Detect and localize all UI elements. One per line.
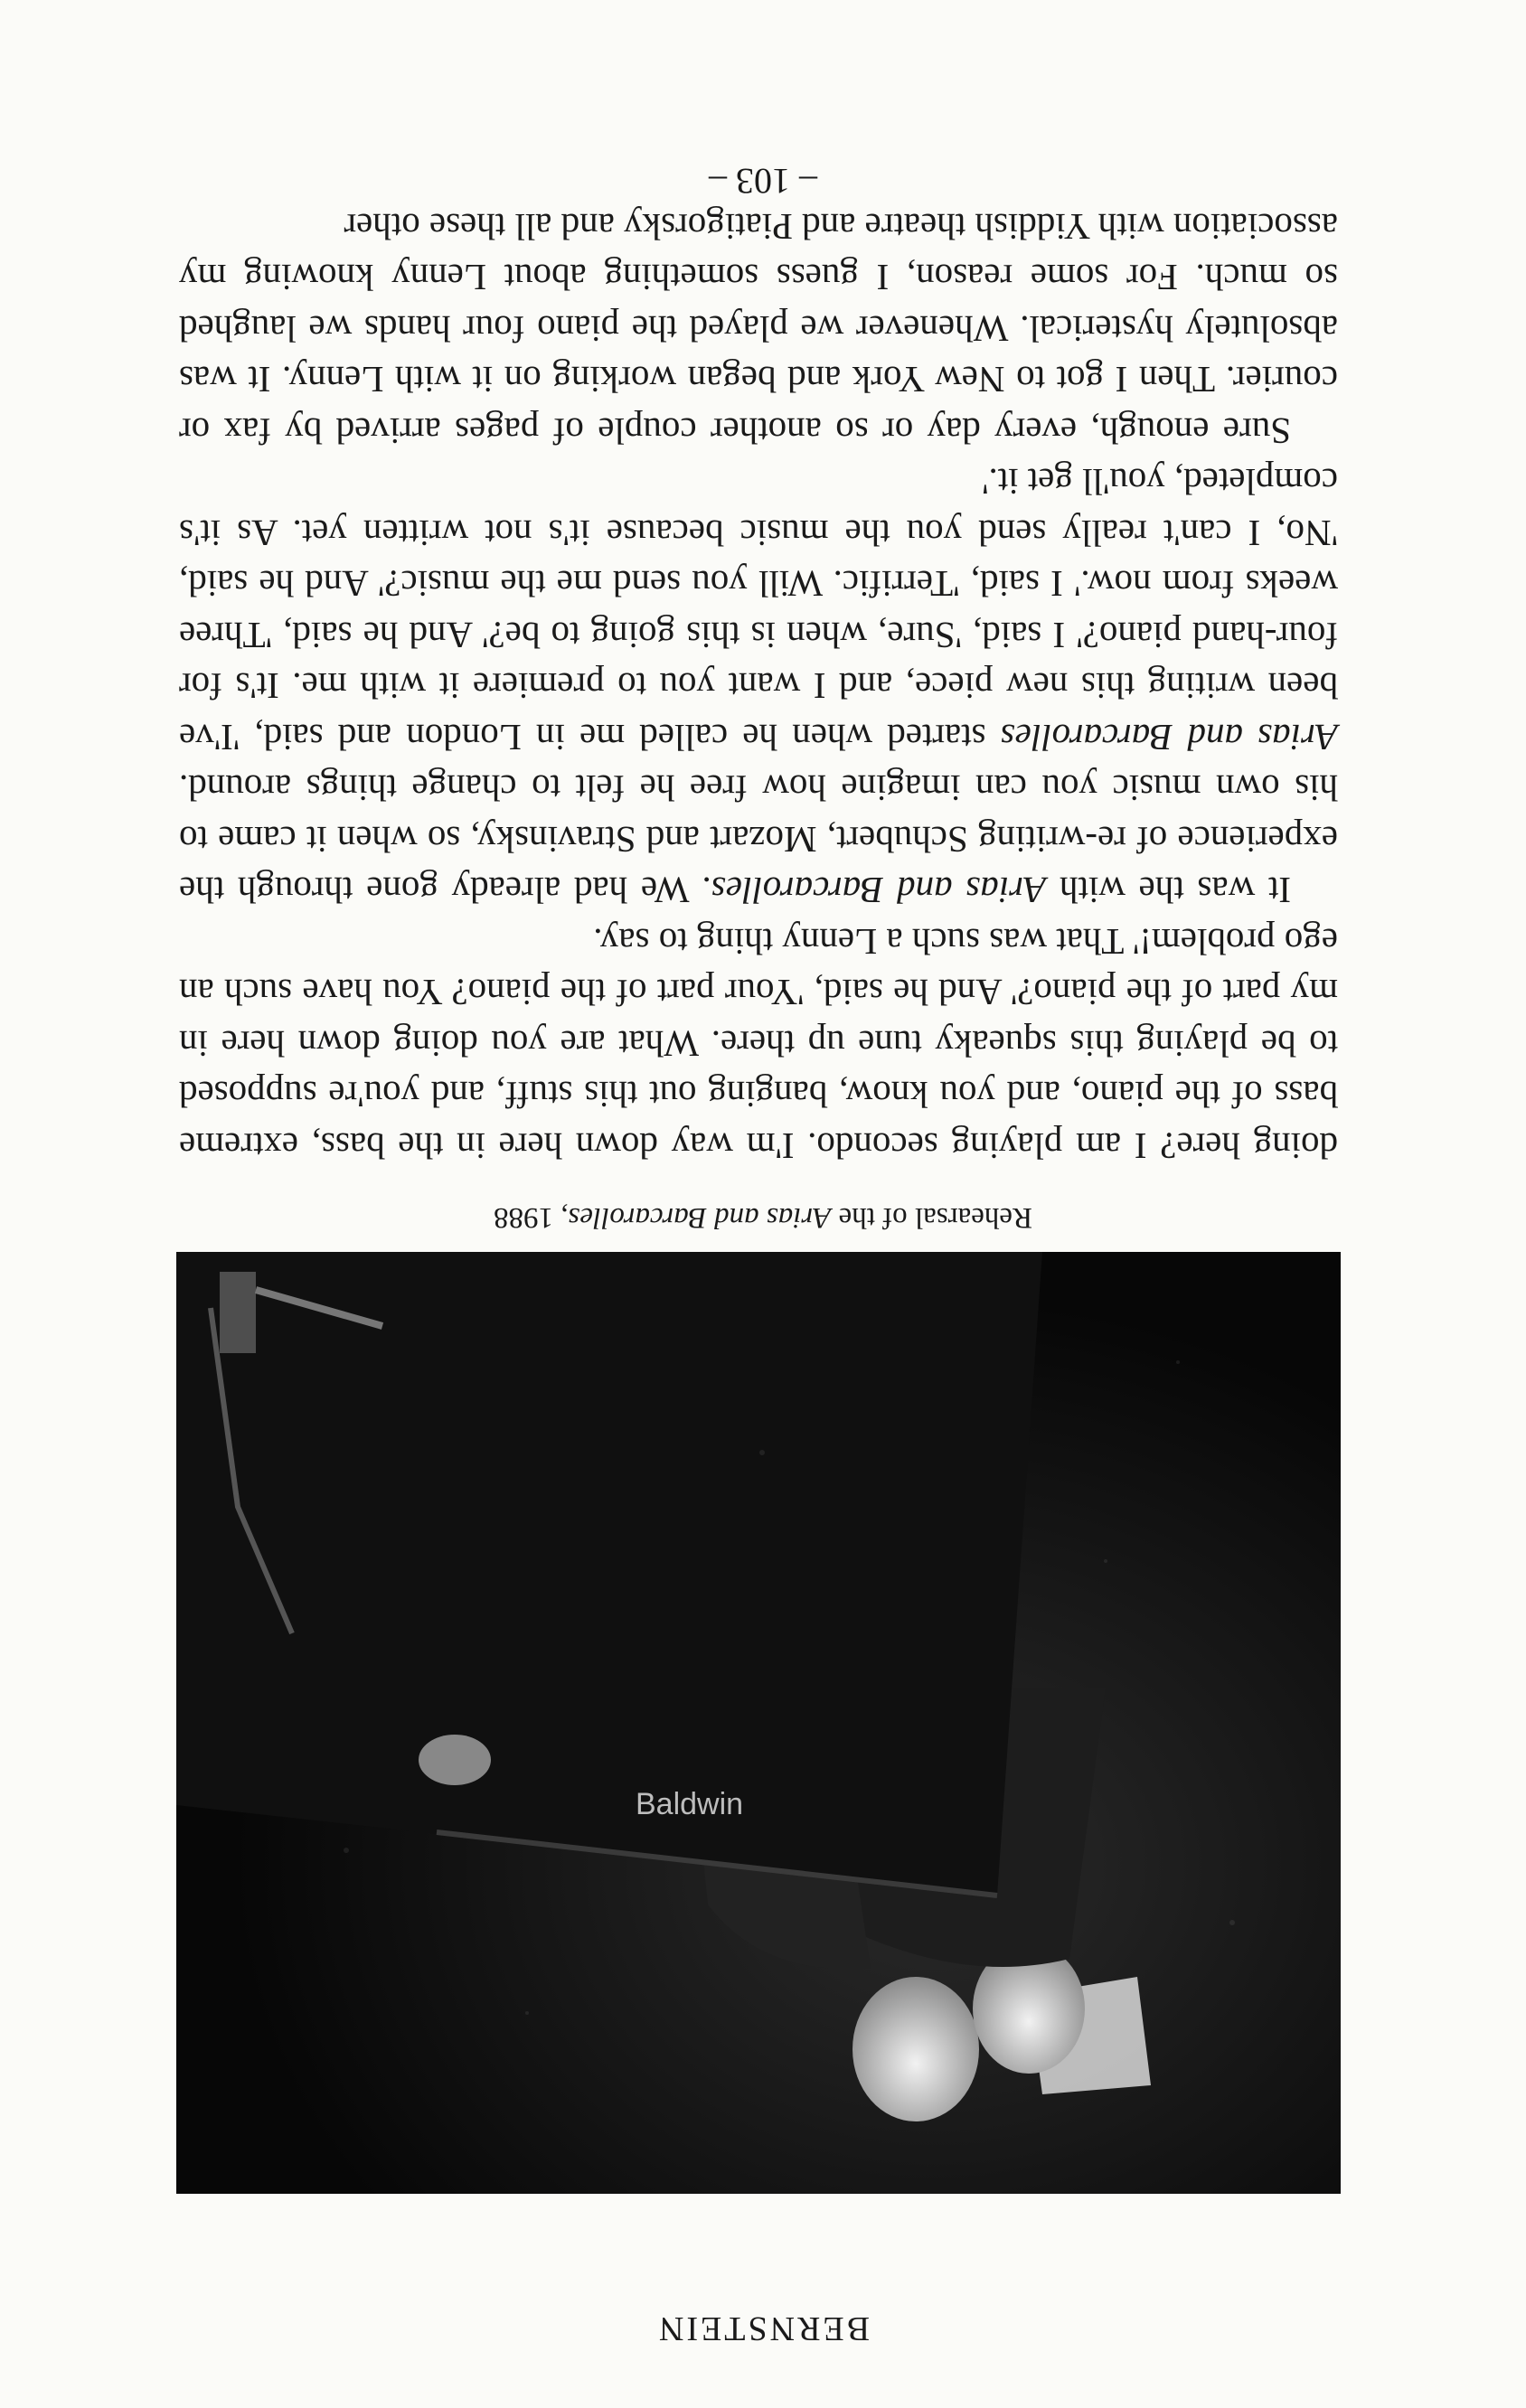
running-head: BERNSTEIN [656, 2309, 870, 2347]
caption-title: Arias and Barcarolles [568, 1201, 832, 1234]
page-number: – 103 – [709, 161, 817, 202]
italic-title-run: Arias and Barcarolles [1000, 717, 1338, 758]
text-run: It was the with [1046, 870, 1291, 912]
text-run: . We had already gone through the experience of re-writing Schubert, Mozart and Stravinsky, so when it came to his own music you can imagine how free he felt to change things around. [179, 767, 1338, 912]
text-run: doing here? I am playing secondo. I'm way down here in the bass, extreme bass of the piano, and you know, banging out this stuff, and you're supposed to be playing this squeaky tune up there. What are you doing down here in my part of the piano?' And he said, 'Your part of the piano? You have such an ego problem!' That was such a Lenny thing to say. [179, 921, 1338, 1167]
text-run: started when he called me in London and said, 'I've been writing this new piece, and I want you to premiere it with me. It's for four-hand piano?' I said, 'Sure, when is this going to be?' And he said, 'Three weeks from now.' I said, 'Terrific. Will you send me the music?' And he said, 'No, I can't really send you the music because it's not written yet. As it's completed, you'll get it.' [179, 461, 1338, 758]
rehearsal-photo [176, 1252, 1341, 2194]
paragraph [179, 456, 1338, 917]
pianist-head [852, 1977, 979, 2121]
piano [176, 1252, 1042, 1895]
body-text [179, 202, 1338, 1172]
rehearsal-photo-illustration [176, 1252, 1341, 2194]
caption-suffix: , 1988 [493, 1201, 569, 1234]
piano-brand: Baldwin [636, 1787, 744, 1821]
photo-caption [0, 1200, 1526, 1234]
text-run: Sure enough, every day or so another couple of pages arrived by fax or courier. Then I got to New York and began working on it with Lenny. It was absolutely hysterical. Whenever we played the piano four hands we laughed so much. For some reason, I guess something about Lenny knowing my association with Yiddish theatre and Piatigorsky and all these other [179, 206, 1338, 452]
paragraph [179, 917, 1338, 1172]
caption-prefix: Rehearsal of the [831, 1201, 1033, 1234]
italic-title-run: Arias and Barcarolles [711, 870, 1047, 912]
paragraph [179, 202, 1338, 457]
